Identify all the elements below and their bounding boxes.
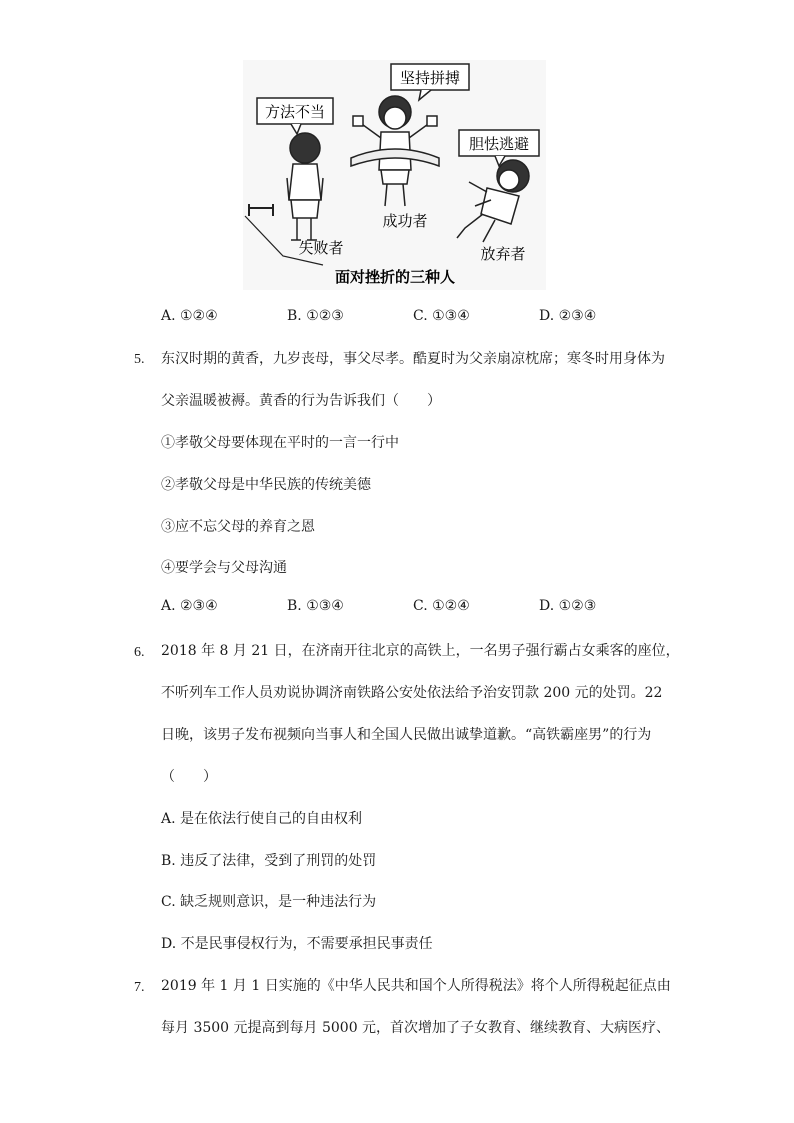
label-timid: 胆怯逃避 xyxy=(468,135,530,153)
label-failure: 失败者 xyxy=(298,239,344,257)
cartoon-figure xyxy=(243,60,546,290)
q7-stem-line-1: 2019 年 1 月 1 日实施的《中华人民共和国个人所得税法》将个人所得税起征点由 xyxy=(161,978,671,994)
q6-option-b[interactable]: B. 违反了法律，受到了刑罚的处罚 xyxy=(161,853,377,869)
q6-option-a[interactable]: A. 是在依法行使自己的自由权利 xyxy=(161,811,363,827)
q5-item-1: ①孝敬父母要体现在平时的一言一行中 xyxy=(161,435,399,451)
q6-option-c[interactable]: C. 缺乏规则意识，是一种违法行为 xyxy=(161,894,377,910)
q5-stem-line-1: 东汉时期的黄香，九岁丧母，事父尽孝。酷夏时为父亲扇凉枕席；寒冬时用身体为 xyxy=(161,351,665,367)
quitter-person-icon xyxy=(457,160,529,242)
q6-stem-line-3: 日晚，该男子发布视频向当事人和全国人民做出诚挚道歉。“高铁霸座男”的行为 xyxy=(161,727,652,743)
q5-option-c[interactable]: C. ①②④ xyxy=(413,598,470,614)
label-method: 方法不当 xyxy=(264,103,326,121)
q7-stem-line-2: 每月 3500 元提高到每月 5000 元，首次增加了子女教育、继续教育、大病医疗、 xyxy=(161,1020,671,1036)
q5-options xyxy=(161,598,681,620)
q4-option-c[interactable]: C. ①③④ xyxy=(413,308,470,324)
q5-item-2: ②孝敬父母是中华民族的传统美德 xyxy=(161,477,371,493)
q5-stem-line-2: 父亲温暖被褥。黄香的行为告诉我们（ ） xyxy=(161,393,441,409)
q5-option-a[interactable]: A. ②③④ xyxy=(161,598,218,614)
q5-item-3: ③应不忘父母的养育之恩 xyxy=(161,519,315,535)
bubble-method xyxy=(257,98,333,134)
q4-option-b[interactable]: B. ①②③ xyxy=(287,308,344,324)
q6-number: 6. xyxy=(134,645,145,660)
q6-option-d[interactable]: D. 不是民事侵权行为，不需要承担民事责任 xyxy=(161,936,433,952)
q4-option-a[interactable]: A. ①②④ xyxy=(161,308,218,324)
bubble-persist xyxy=(391,64,469,100)
label-quitter: 放弃者 xyxy=(480,245,526,263)
q4-option-d[interactable]: D. ②③④ xyxy=(539,308,597,324)
q7-number: 7. xyxy=(134,980,145,995)
failure-person-icon xyxy=(287,133,323,240)
q6-stem-line-2: 不听列车工作人员劝说协调济南铁路公安处依法给予治安罚款 200 元的处罚。22 xyxy=(161,685,663,701)
bubble-timid xyxy=(459,130,539,166)
q4-options xyxy=(161,308,681,330)
q6-stem-line-1: 2018 年 8 月 21 日，在济南开往北京的高铁上，一名男子强行霸占女乘客的座位， xyxy=(161,643,680,659)
q5-option-d[interactable]: D. ①②③ xyxy=(539,598,597,614)
label-success: 成功者 xyxy=(382,212,428,230)
q5-number: 5. xyxy=(134,352,145,367)
figure-caption: 面对挫折的三种人 xyxy=(334,268,456,286)
label-persist: 坚持拼搏 xyxy=(399,69,461,87)
success-person-icon xyxy=(351,96,439,206)
q5-item-4: ④要学会与父母沟通 xyxy=(161,560,287,576)
q6-stem-line-4: （ ） xyxy=(161,769,217,785)
q5-option-b[interactable]: B. ①③④ xyxy=(287,598,344,614)
